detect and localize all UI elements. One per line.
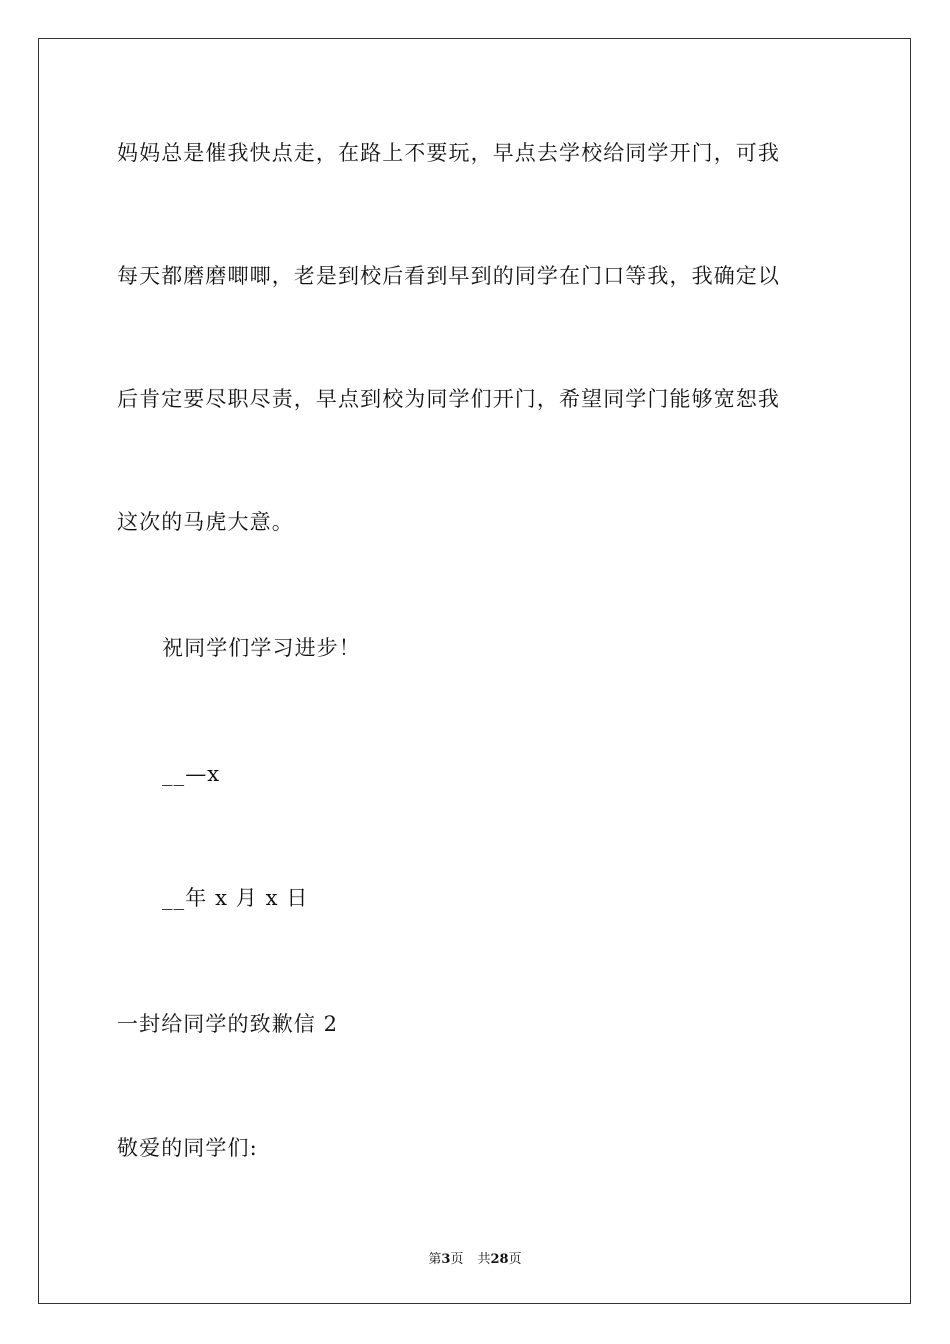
page-number: 3 xyxy=(441,1252,451,1267)
page-footer xyxy=(0,1248,950,1267)
closing-wish: 祝同学们学习进步！ xyxy=(162,636,361,660)
body-line-4: 这次的马虎大意。 xyxy=(117,510,294,534)
total-prefix: 共 xyxy=(477,1252,491,1267)
body-line-3: 后肯定要尽职尽责，早点到校为同学们开门，希望同学门能够宽恕我 xyxy=(117,387,780,411)
page-suffix: 页 xyxy=(450,1252,464,1267)
total-suffix: 页 xyxy=(508,1252,522,1267)
page-border xyxy=(38,38,911,1304)
signature: __—x xyxy=(162,762,221,786)
salutation: 敬爱的同学们: xyxy=(117,1136,258,1160)
section-title: 一封给同学的致歉信 2 xyxy=(117,1012,339,1036)
body-line-1: 妈妈总是催我快点走，在路上不要玩，早点去学校给同学开门，可我 xyxy=(117,141,780,165)
body-line-2: 每天都磨磨唧唧，老是到校后看到早到的同学在门口等我，我确定以 xyxy=(117,264,780,288)
date-line: __年 x 月 x 日 xyxy=(162,886,309,910)
total-pages: 28 xyxy=(490,1252,509,1267)
page-prefix: 第 xyxy=(428,1252,442,1267)
